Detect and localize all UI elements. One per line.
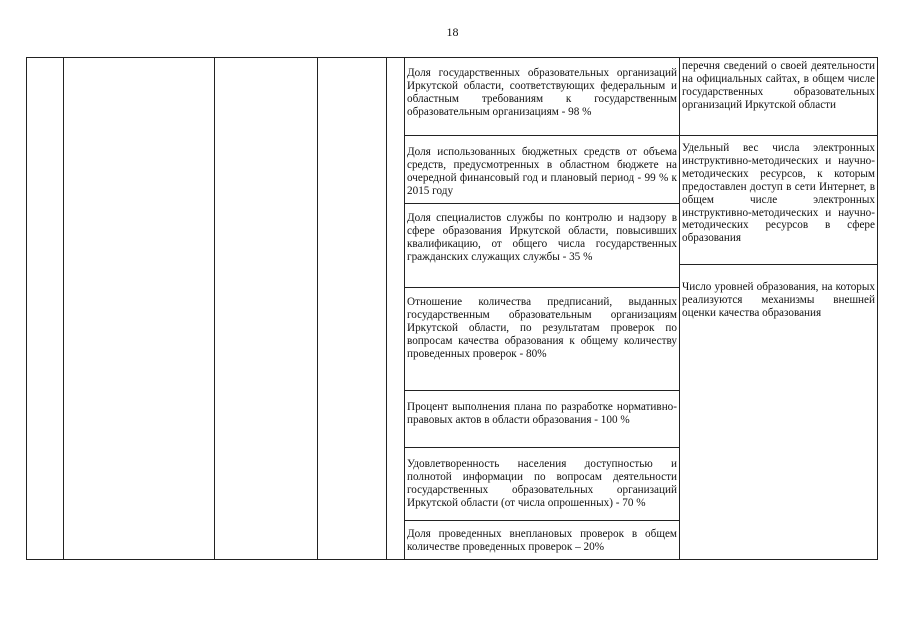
target-indicator-cell: перечня сведений о своей деятельности на официальных сайтах, в общем числе государственных образовательных организаций Иркутской области [682, 60, 875, 111]
indicator-cell: Доля использованных бюджетных средств от объема средств, предусмотренных в областном бюджете на очередной финансовый год и плановый период - 99 % к 2015 году [407, 146, 677, 197]
column-divider [404, 57, 405, 560]
row-divider [404, 390, 679, 391]
row-divider [404, 135, 679, 136]
indicator-cell: Процент выполнения плана по разработке нормативно-правовых актов в области образования - 100 % [407, 401, 677, 426]
indicator-cell: Удовлетворенность населения доступностью и полнотой информации по вопросам деятельности государственных образовательных организаций Иркутской области (от числа опрошенных) - 70 % [407, 458, 677, 509]
row-divider [404, 520, 679, 521]
row-divider [679, 264, 877, 265]
page-number: 18 [446, 25, 459, 39]
column-divider [386, 57, 387, 560]
table-right-border [877, 57, 878, 560]
table-bottom-border [26, 559, 877, 560]
target-indicator-cell: Удельный вес числа электронных инструктивно-методических и научно-методических ресурсов, к которым предоставлен доступ в сети Интернет, в общем числе электронных инструктивно-методических и научно-методических ресурсов в сфере образования [682, 142, 875, 245]
row-divider [404, 203, 679, 204]
indicator-cell: Доля проведенных внеплановых проверок в общем количестве проведенных проверок – 20% [407, 528, 677, 553]
row-divider [404, 287, 679, 288]
target-indicator-cell: Число уровней образования, на которых реализуются механизмы внешней оценки качества образования [682, 281, 875, 319]
column-divider [63, 57, 64, 560]
row-divider [679, 135, 877, 136]
column-divider [679, 57, 680, 560]
row-divider [404, 447, 679, 448]
column-divider [317, 57, 318, 560]
table-left-border [26, 57, 27, 560]
column-divider [214, 57, 215, 560]
indicator-cell: Отношение количества предписаний, выданных государственным образовательным организациям Иркутской области, по результатам проверок по вопросам качества образования к общему количеству проведенных проверок - 80% [407, 296, 677, 360]
indicator-cell: Доля государственных образовательных организаций Иркутской области, соответствующих федеральным и областным требованиям к государственным образовательным организациям - 98 % [407, 67, 677, 118]
indicator-cell: Доля специалистов службы по контролю и надзору в сфере образования Иркутской области, повысивших квалификацию, от общего числа государственных гражданских служащих службы - 35 % [407, 212, 677, 263]
table-top-border [26, 57, 877, 58]
